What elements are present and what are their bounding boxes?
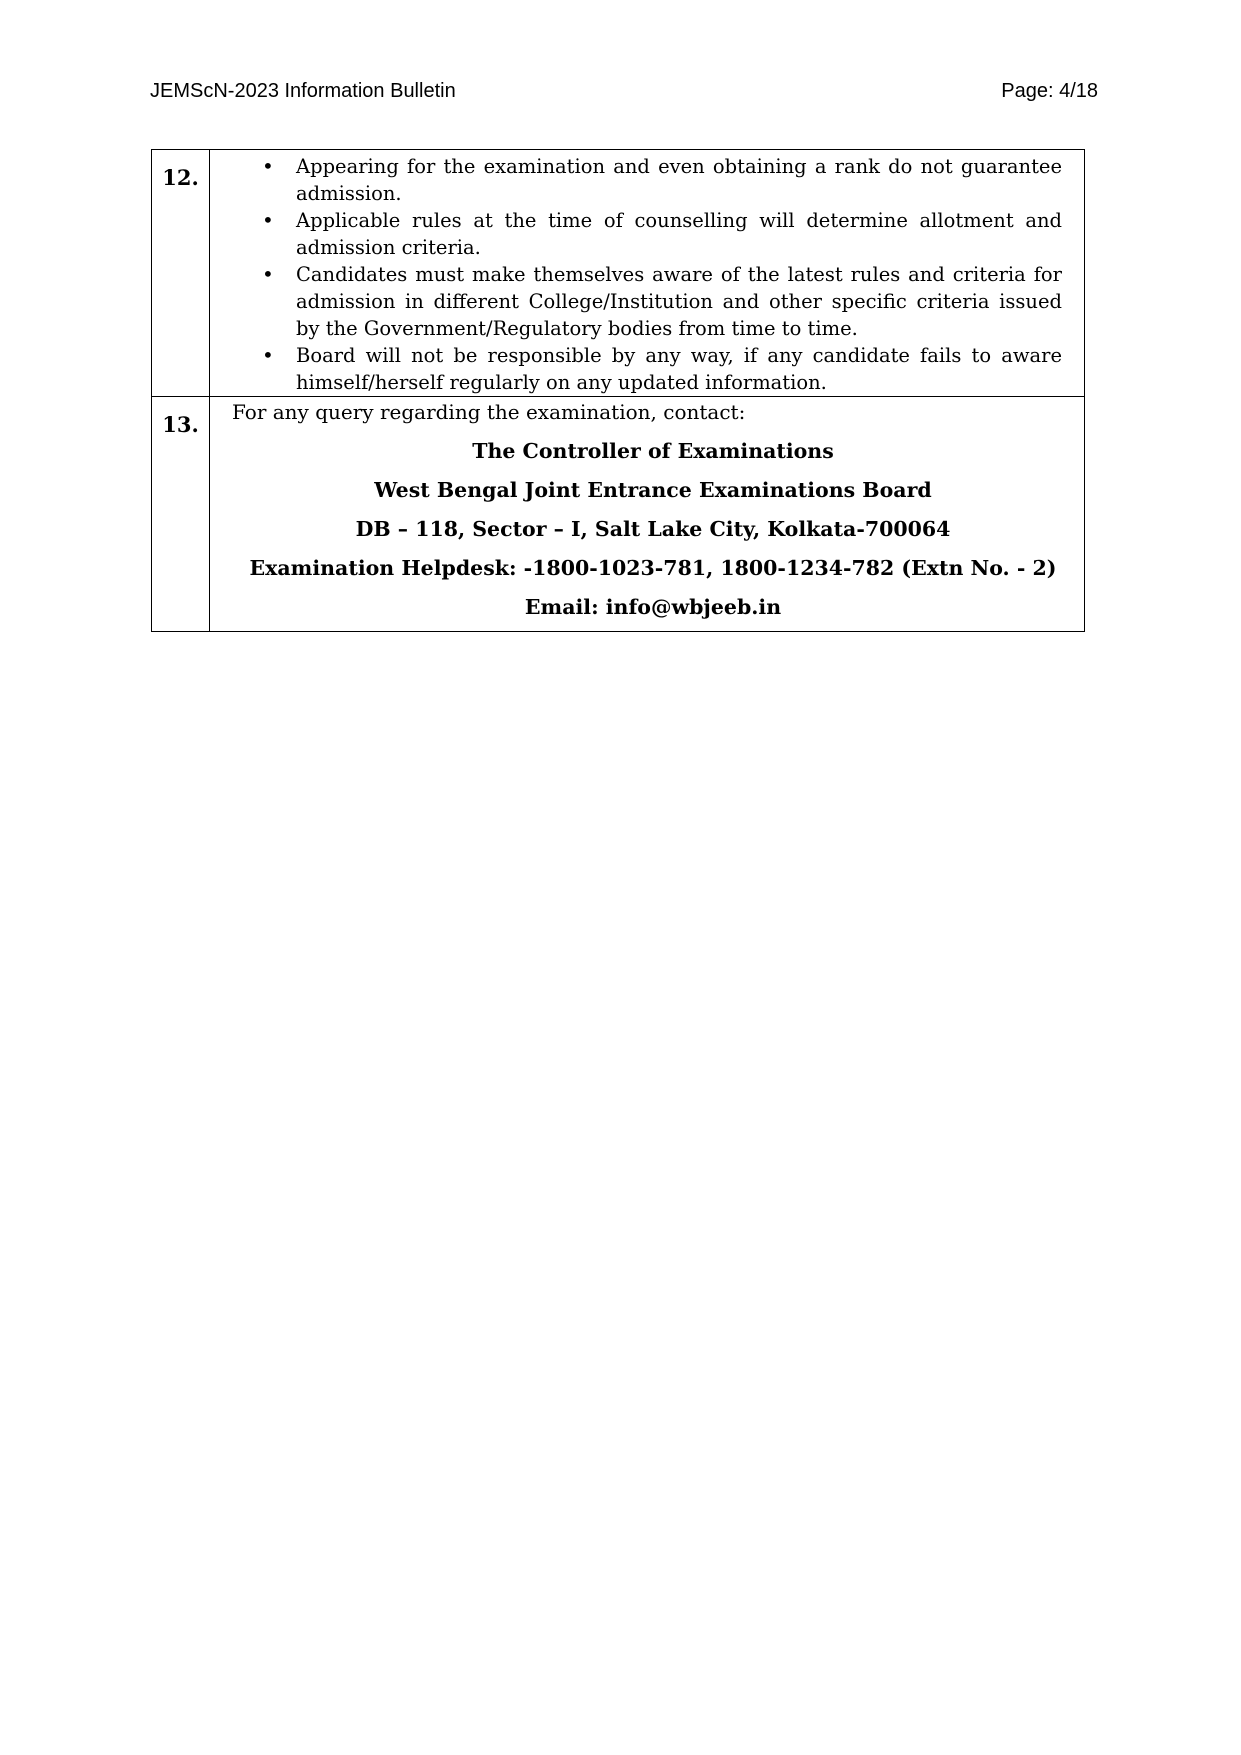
bullet-icon: •	[262, 343, 274, 367]
list-item	[210, 153, 1062, 207]
contact-helpdesk: Examination Helpdesk: -1800-1023-781, 1800-1234-782 (Extn No. - 2)	[249, 556, 1057, 580]
list-item	[210, 342, 1062, 396]
row-number: 13.	[152, 397, 210, 632]
contact-designation: The Controller of Examinations	[472, 439, 834, 463]
list-item-text: Board will not be responsible by any way, if any candidate fails to aware himself/herself regularly on any updated information.	[296, 344, 1062, 394]
list-item	[210, 261, 1062, 342]
bullet-list	[210, 153, 1062, 396]
row-content	[210, 397, 1085, 632]
table-row	[152, 397, 1085, 632]
list-item-text: Appearing for the examination and even obtaining a rank do not guarantee admission.	[296, 155, 1062, 205]
row-number: 12.	[152, 150, 210, 397]
information-table	[151, 149, 1085, 632]
contact-organization: West Bengal Joint Entrance Examinations Board	[374, 478, 932, 502]
page-number: Page: 4/18	[1001, 80, 1098, 102]
table-row	[152, 150, 1085, 397]
bullet-icon: •	[262, 154, 274, 178]
bullet-icon: •	[262, 208, 274, 232]
bullet-icon: •	[262, 262, 274, 286]
contact-intro: For any query regarding the examination, contact:	[232, 400, 746, 424]
document-title: JEMScN-2023 Information Bulletin	[150, 80, 456, 102]
row-content	[210, 150, 1085, 397]
contact-address: DB – 118, Sector – I, Salt Lake City, Kolkata-700064	[355, 517, 951, 541]
list-item	[210, 207, 1062, 261]
list-item-text: Applicable rules at the time of counselling will determine allotment and admission criteria.	[296, 209, 1062, 259]
contact-email: Email: info@wbjeeb.in	[524, 595, 782, 619]
list-item-text: Candidates must make themselves aware of the latest rules and criteria for admission in different College/Institution and other specific criteria issued by the Government/Regulatory bodies from time to time.	[296, 263, 1062, 340]
